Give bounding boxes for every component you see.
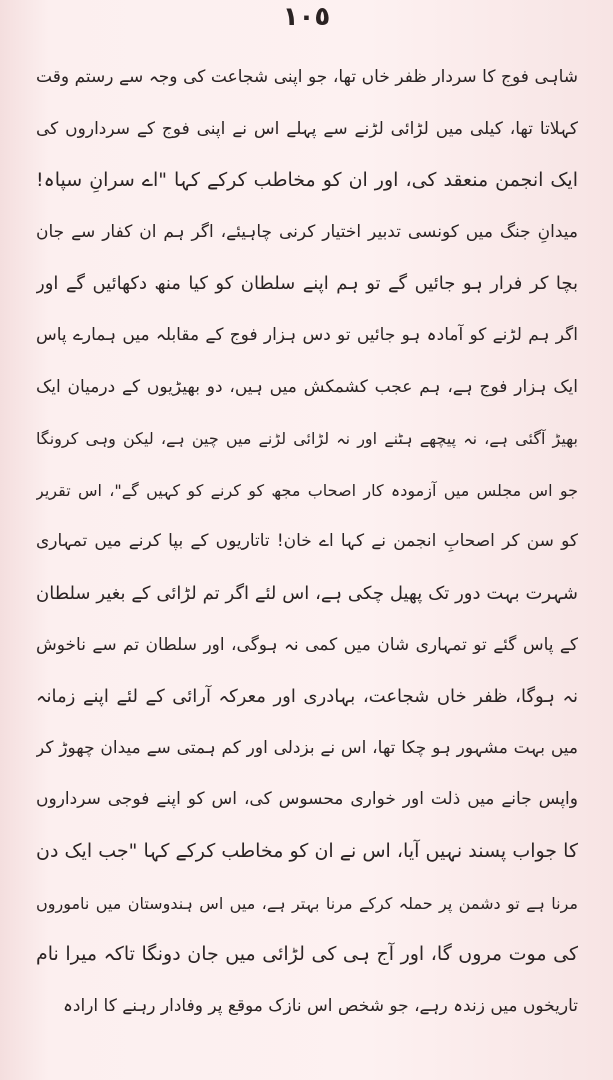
text-line: نہ ہوگا، ظفر خاں شجاعت، بہادری اور معرکہ آرائی کے لئے اپنے زمانہ [36, 686, 578, 708]
page-number: ١٠٥ [282, 2, 331, 32]
text-line: جو اس مجلس میں آزمودہ کار اصحاب مجھ کو کرنے کو کہیں گے"، اس تقریر [36, 480, 578, 500]
text-line: شہرت بہت دور تک پھیل چکی ہے، اس لئے اگر تم لڑائی کے بغیر سلطان [36, 582, 578, 604]
body-text [36, 52, 578, 1032]
text-line: بھیڑ آگئی ہے، نہ پیچھے ہٹنے اور نہ لڑائی لڑنے میں چین ہے، لیکن وہی کرونگا [36, 429, 578, 449]
text-line: کے پاس گئے تو تمہاری شان میں کمی نہ ہوگی، اور سلطان تم سے ناخوش [36, 634, 578, 655]
text-line: میں بہت مشہور ہو چکا تھا، اس نے بزدلی اور کم ہمتی سے میدان چھوڑ کر [36, 737, 578, 758]
text-line: ایک انجمن منعقد کی، اور ان کو مخاطب کرکے کہا "اے سرانِ سپاہ! [36, 169, 578, 192]
text-line: کی موت مروں گا، اور آج ہی کی لڑائی میں جان دونگا تاکہ میرا نام [36, 943, 578, 966]
text-line: کا جواب پسند نہیں آیا، اس نے ان کو مخاطب کرکے کہا "جب ایک دن [36, 839, 578, 862]
text-line: کہلاتا تھا، کیلی میں لڑائی لڑنے سے پہلے اس نے اپنی فوج کے سرداروں کی [36, 118, 578, 139]
text-line: بچا کر فرار ہو جائیں گے تو ہم اپنے سلطان کو کیا منھ دکھائیں گے اور [36, 273, 578, 295]
text-line: ایک ہزار فوج ہے، ہم عجب کشمکش میں ہیں، دو بھیڑیوں کے درمیان ایک [36, 376, 578, 397]
text-line: اگر ہم لڑنے کو آمادہ ہو جائیں تو دس ہزار فوج کے مقابلہ میں ہمارے پاس [36, 324, 578, 345]
text-line: تاریخوں میں زندہ رہے، جو شخص اس نازک موقع پر وفادار رہنے کا ارادہ [62, 995, 578, 1016]
text-line: میدانِ جنگ میں کونسی تدبیر اختیار کرنی چاہیئے، اگر ہم ان کفار سے جان [36, 221, 578, 242]
text-line: واپس جانے میں ذلت اور خواری محسوس کی، اس کو اپنے فوجی سرداروں [36, 789, 578, 810]
text-line: مرنا ہے تو دشمن پر حملہ کرکے مرنا بہتر ہے، میں اس ہندوستان میں ناموروں [36, 893, 578, 913]
text-line: شاہی فوج کا سردار ظفر خاں تھا، جو اپنی شجاعت کی وجہ سے رستم وقت [36, 67, 578, 87]
text-line: کو سن کر اصحابِ انجمن نے کہا اے خان! تاتاریوں کے بپا کرنے میں تمہاری [36, 531, 578, 552]
